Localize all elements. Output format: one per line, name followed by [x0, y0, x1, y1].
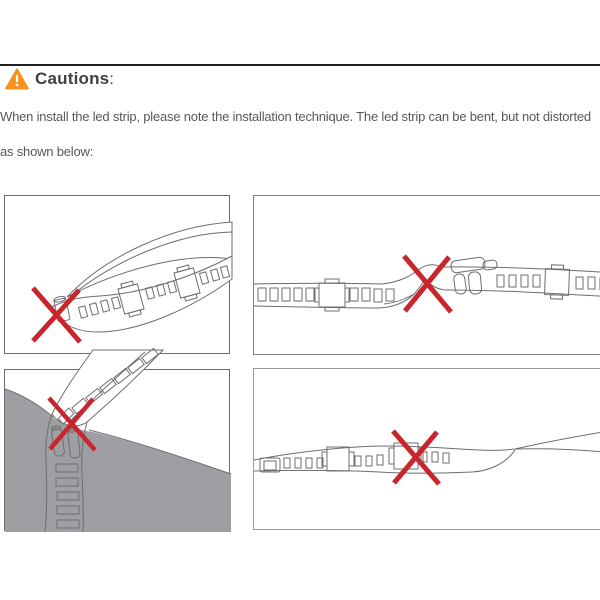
flipped-strip-flap: [450, 257, 497, 295]
caution-header: [5, 67, 114, 91]
horizontal-rule: [0, 64, 600, 66]
figure-panel-twisted-bend: [4, 195, 230, 354]
caution-title-colon: :: [109, 71, 114, 88]
figure-panel-bent-over-edge: [4, 369, 230, 531]
intro-text-line2: as shown below:: [0, 144, 94, 159]
warning-triangle-icon: [5, 68, 29, 90]
caution-title-text: Cautions: [35, 69, 110, 88]
strip-upper-segment: [52, 348, 163, 426]
gray-surface: [5, 389, 231, 532]
strip-end-connector: [260, 458, 280, 472]
led-strip-twisted-drawing: [5, 196, 231, 355]
led-strip-over-edge-drawing: [5, 350, 231, 532]
intro-text-line1: When install the led strip, please note the installation technique. The led strip can be bent, but not distorted: [0, 109, 591, 124]
prohibited-cross-icon: [404, 256, 451, 312]
page-title: [35, 69, 114, 89]
figure-panel-folded-kink: [253, 195, 600, 355]
led-component: [322, 447, 354, 471]
figure-panel-stretched-twist: [253, 368, 600, 530]
led-strip-fold-drawing: [254, 196, 600, 356]
led-strip-stretch-drawing: [254, 369, 600, 531]
